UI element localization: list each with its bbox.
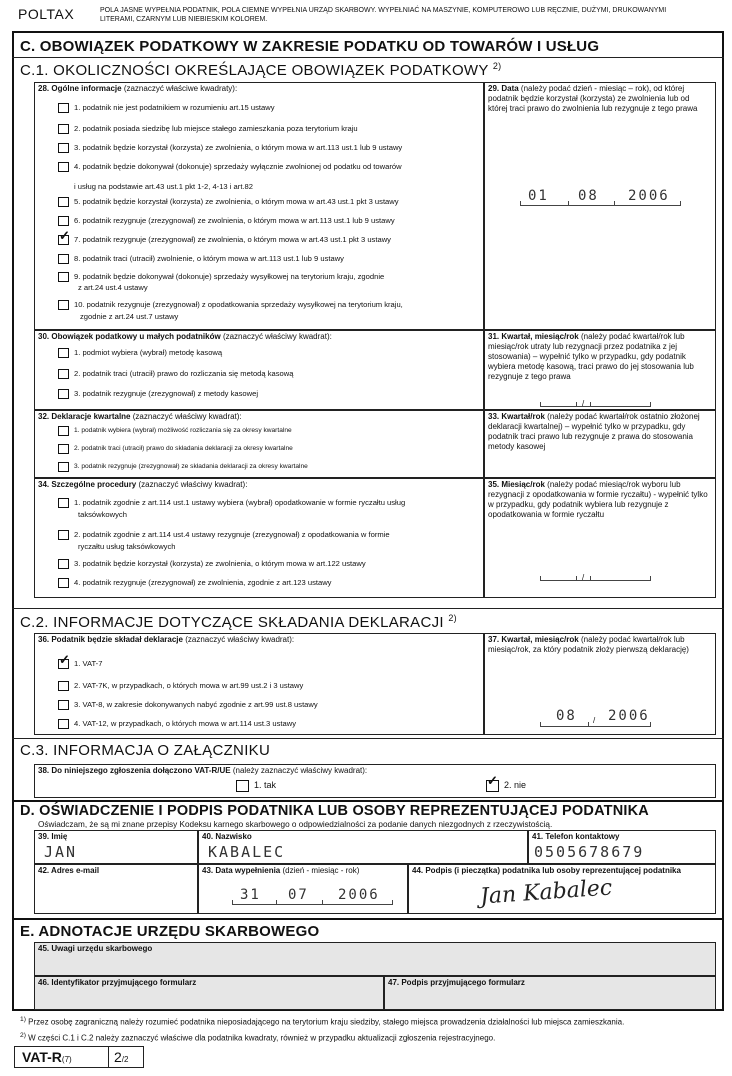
field-30-label: 30. Obowiązek podatkowy u małych podatników (zaznaczyć właściwy kwadrat): [38, 332, 332, 341]
f35-date-line [540, 580, 650, 581]
f34-option-2-cont: ryczałtu usług taksówkowych [78, 542, 176, 551]
f28-checkbox-7[interactable] [58, 235, 69, 245]
field-42-label: 42. Adres e-mail [38, 866, 100, 875]
section-d-title: D. OŚWIADCZENIE I PODPIS PODATNIKA LUB OSOBY REPREZENTUJĄCEJ PODATNIKA [20, 803, 649, 819]
f34-option-1[interactable]: 1. podatnik zgodnie z art.114 ust.1 ustawy wybiera (wybrał) opodatkowanie w formie ryczałtu usług [58, 498, 405, 508]
f28-checkbox-9[interactable] [58, 272, 69, 282]
f28-option-5[interactable]: 5. podatnik będzie korzystał (korzysta) ze zwolnienia, o którym mowa w art.43 ust.1 pkt 3 ustawy [58, 197, 399, 207]
field-41-label: 41. Telefon kontaktowy [532, 832, 620, 841]
field-39-label: 39. Imię [38, 832, 68, 841]
f28-option-4-cont: i usług na podstawie art.43 ust.1 pkt 1-2, 4-13 i art.82 [74, 182, 253, 191]
f30-checkbox-2[interactable] [58, 369, 69, 379]
f34-option-3[interactable]: 3. podatnik będzie korzystał (korzysta) ze zwolnienia, o którym mowa w art.122 ustawy [58, 559, 366, 569]
form-brand: POLTAX [18, 6, 75, 22]
f28-option-2[interactable]: 2. podatnik posiada siedzibę lub miejsce stałego zamieszkania poza terytorium kraju [58, 124, 358, 134]
section-d-statement: Oświadczam, że są mi znane przepisy Kodeksu karnego skarbowego o odpowiedzialności za podanie danych niezgodnych z rzeczywistością. [38, 820, 553, 829]
section-c2-title: C.2. INFORMACJE DOTYCZĄCE SKŁADANIA DEKLARACJI $^{2)}$ [20, 613, 457, 631]
form-code: VAT-R(7) [22, 1049, 72, 1065]
f28-checkbox-10[interactable] [58, 300, 69, 310]
page-number: 2/2 [114, 1049, 129, 1065]
signature-graphic: Jan Kabalec [479, 875, 613, 910]
f30-checkbox-1[interactable] [58, 348, 69, 358]
f34-checkbox-3[interactable] [58, 559, 69, 569]
f28-checkbox-4[interactable] [58, 162, 69, 172]
f28-option-6[interactable]: 6. podatnik rezygnuje (zrezygnował) ze zwolnienia, o którym mowa w art.113 ust.1 lub 9 ustawy [58, 216, 395, 226]
f36-checkbox-1[interactable] [58, 659, 69, 669]
f37-date-line [540, 726, 650, 727]
f36-option-1[interactable]: ✓ 1. VAT-7 [58, 659, 102, 669]
f28-option-10[interactable]: 10. podatnik rezygnuje (zrezygnował) z opodatkowania sprzedaży wysyłkowej na terytorium kraju, [58, 300, 403, 310]
f28-checkbox-6[interactable] [58, 216, 69, 226]
f32-checkbox-3[interactable] [58, 462, 69, 472]
f28-checkbox-3[interactable] [58, 143, 69, 153]
field-34-label: 34. Szczególne procedury (zaznaczyć właściwy kwadrat): [38, 480, 248, 489]
f29-year[interactable]: 2006 [628, 188, 670, 204]
field-29-box [484, 82, 716, 330]
f36-checkbox-4[interactable] [58, 719, 69, 729]
f40-last-name[interactable]: KABALEC [208, 843, 286, 861]
header-note: POLA JASNE WYPEŁNIA PODATNIK, POLA CIEMNE WYPEŁNIA URZĄD SKARBOWY. WYPEŁNIAĆ NA MASZYNIE, KOMPUTEROWO LUB RĘCZNIE, DUŻYMI, DRUKOWANYMI LITERAMI, CZARNYM LUB NIEBIESKIM KOLOREM. [100, 7, 667, 23]
field-35-label: 35. Miesiąc/rok (należy podać miesiąc/rok wyboru lub rezygnacji z opodatkowania w formie ryczałtu) - wypełnić tylko w przypadku, gdy podatnik wybiera lub rezygnuje z opodatkowania w formie ryczałtu [488, 480, 708, 519]
section-c-title: C. OBOWIĄZEK PODATKOWY W ZAKRESIE PODATKU OD TOWARÓW I USŁUG [20, 38, 600, 55]
f43-day[interactable]: 31 [240, 887, 261, 903]
f32-checkbox-2[interactable] [58, 444, 69, 454]
f34-option-1-cont: taksówkowych [78, 510, 127, 519]
f43-date-line [232, 904, 392, 905]
f36-option-2[interactable]: 2. VAT-7K, w przypadkach, o których mowa w art.99 ust.2 i 3 ustawy [58, 681, 303, 691]
f43-year[interactable]: 2006 [338, 887, 380, 903]
f30-option-3[interactable]: 3. podatnik rezygnuje (zrezygnował) z metody kasowej [58, 389, 258, 399]
f43-month[interactable]: 07 [288, 887, 309, 903]
section-c3-title: C.3. INFORMACJA O ZAŁĄCZNIKU [20, 742, 271, 759]
f29-date-line [520, 205, 680, 206]
field-46-label: 46. Identyfikator przyjmującego formularz [38, 978, 197, 987]
f31-date-line [540, 406, 650, 407]
section-e-title: E. ADNOTACJE URZĘDU SKARBOWEGO [20, 923, 320, 940]
f34-checkbox-1[interactable] [58, 498, 69, 508]
f28-option-9[interactable]: 9. podatnik będzie dokonywał (dokonuje) sprzedaży wysyłkowej na terytorium kraju, zgodnie [58, 272, 384, 282]
field-28-label: 28. Ogólne informacje (zaznaczyć właściwe kwadraty): [38, 84, 238, 93]
f28-checkbox-1[interactable] [58, 103, 69, 113]
f39-first-name[interactable]: JAN [44, 843, 78, 861]
section-c1-title: C.1. OKOLICZNOŚCI OKREŚLAJĄCE OBOWIĄZEK PODATKOWY $^{2)}$ [20, 61, 502, 79]
field-44-label: 44. Podpis (i pieczątka) podatnika lub osoby reprezentującej podatnika [412, 866, 681, 875]
f30-option-1[interactable]: 1. podmiot wybiera (wybrał) metodę kasową [58, 348, 222, 358]
f34-checkbox-2[interactable] [58, 530, 69, 540]
f30-checkbox-3[interactable] [58, 389, 69, 399]
field-29-label: 29. Data (należy podać dzień - miesiąc – rok), od której podatnik będzie korzystał (korzysta) ze zwolnienia lub od której traci prawo do zwolnienia lub rezygnuje z tego prawa [488, 84, 698, 113]
f32-checkbox-1[interactable] [58, 426, 69, 436]
f28-option-10-cont: zgodnie z art.24 ust.7 ustawy [80, 312, 179, 321]
f32-option-3[interactable]: 3. podatnik rezygnuje (zrezygnował) ze składania deklaracji za okresy kwartalne [58, 462, 308, 472]
f37-month[interactable]: 08 [556, 708, 577, 724]
f29-month[interactable]: 08 [578, 188, 599, 204]
f28-checkbox-5[interactable] [58, 197, 69, 207]
field-43-label: 43. Data wypełnienia (dzień - miesiąc - rok) [202, 866, 360, 875]
f38-option-no[interactable]: ✓ 2. nie [486, 780, 526, 792]
f36-option-4[interactable]: 4. VAT-12, w przypadkach, o których mowa w art.114 ust.3 ustawy [58, 719, 296, 729]
f28-option-8[interactable]: 8. podatnik traci (utracił) zwolnienie, o którym mowa w art.113 ust.1 lub 9 ustawy [58, 254, 344, 264]
f28-option-7[interactable]: ✓ 7. podatnik rezygnuje (zrezygnował) ze zwolnienia, o którym mowa w art.43 ust.1 pkt 3 ustawy [58, 235, 391, 245]
f28-option-9-cont: z art.24 ust.4 ustawy [78, 283, 148, 292]
f38-checkbox-yes[interactable] [236, 780, 249, 792]
f32-option-2[interactable]: 2. podatnik traci (utracił) prawo do składania deklaracji za okresy kwartalne [58, 444, 293, 454]
f36-checkbox-3[interactable] [58, 700, 69, 710]
field-40-label: 40. Nazwisko [202, 832, 252, 841]
f28-checkbox-2[interactable] [58, 124, 69, 134]
field-45-label: 45. Uwagi urzędu skarbowego [38, 944, 153, 953]
f41-phone[interactable]: 0505678679 [534, 843, 645, 861]
f36-option-3[interactable]: 3. VAT-8, w zakresie dokonywanych nabyć zgodnie z art.99 ust.8 ustawy [58, 700, 318, 710]
f36-checkbox-2[interactable] [58, 681, 69, 691]
f34-checkbox-4[interactable] [58, 578, 69, 588]
field-38-label: 38. Do niniejszego zgłoszenia dołączono VAT-R/UE (należy zaznaczyć właściwy kwadrat): [38, 766, 368, 775]
f29-day[interactable]: 01 [528, 188, 549, 204]
field-31-label: 31. Kwartał, miesiąc/rok (należy podać kwartał/rok lub miesiąc/rok utraty lub rezygnacji przez podatnika z jej stosowania) – wypełnić tylko w przypadku, gdy podatnik wybiera metodę kasową, traci prawo do jej stosowania lub rezygnuje z tego prawa [488, 332, 694, 381]
footnote-1: $^{1)}$ Przez osobę zagraniczną należy rozumieć podatnika nieposiadającego na terytorium kraju siedziby, stałego miejsca prowadzenia działalności lub miejsca zamieszkania. [20, 1016, 625, 1027]
f28-option-4[interactable]: 4. podatnik będzie dokonywał (dokonuje) sprzedaży wyłącznie zwolnionej od podatku od towarów [58, 162, 402, 172]
f28-checkbox-8[interactable] [58, 254, 69, 264]
f28-option-3[interactable]: 3. podatnik będzie korzystał (korzysta) ze zwolnienia, o którym mowa w art.113 ust.1 lub 9 ustawy [58, 143, 402, 153]
field-33-label: 33. Kwartał/rok (należy podać kwartał/rok ostatnio złożonej deklaracji kwartalnej) – wypełnić tylko w przypadku, gdy podatnik traci prawo lub rezygnuje z prawa do stosowania metody kasowej [488, 412, 700, 451]
f34-option-2[interactable]: 2. podatnik zgodnie z art.114 ust.4 ustawy rezygnuje (zrezygnował) z opodatkowania w formie [58, 530, 390, 540]
f37-year[interactable]: 2006 [608, 708, 650, 724]
f38-checkbox-no[interactable] [486, 780, 499, 792]
footnote-2: $^{2)}$ W części C.1 i C.2 należy zaznaczyć właściwe dla podatnika kwadraty, również w przypadku aktualizacji zgłoszenia rejestracyjnego. [20, 1032, 496, 1043]
f28-option-1[interactable]: 1. podatnik nie jest podatnikiem w rozumieniu art.15 ustawy [58, 103, 275, 113]
field-47-label: 47. Podpis przyjmującego formularz [388, 978, 525, 987]
f38-option-yes[interactable]: 1. tak [236, 780, 276, 792]
field-36-label: 36. Podatnik będzie składał deklaracje (zaznaczyć właściwy kwadrat): [38, 635, 295, 644]
field-32-label: 32. Deklaracje kwartalne (zaznaczyć właściwy kwadrat): [38, 412, 242, 421]
field-37-label: 37. Kwartał, miesiąc/rok (należy podać kwartał/rok lub miesiąc/rok, za który podatnik złoży pierwszą deklarację) [488, 635, 689, 654]
f32-option-1[interactable]: 1. podatnik wybiera (wybrał) możliwość rozliczania się za okresy kwartalne [58, 426, 292, 436]
f34-option-4[interactable]: 4. podatnik rezygnuje (zrezygnował) ze zwolnienia, zgodnie z art.123 ustawy [58, 578, 331, 588]
f30-option-2[interactable]: 2. podatnik traci (utracił) prawo do rozliczania się metodą kasową [58, 369, 293, 379]
